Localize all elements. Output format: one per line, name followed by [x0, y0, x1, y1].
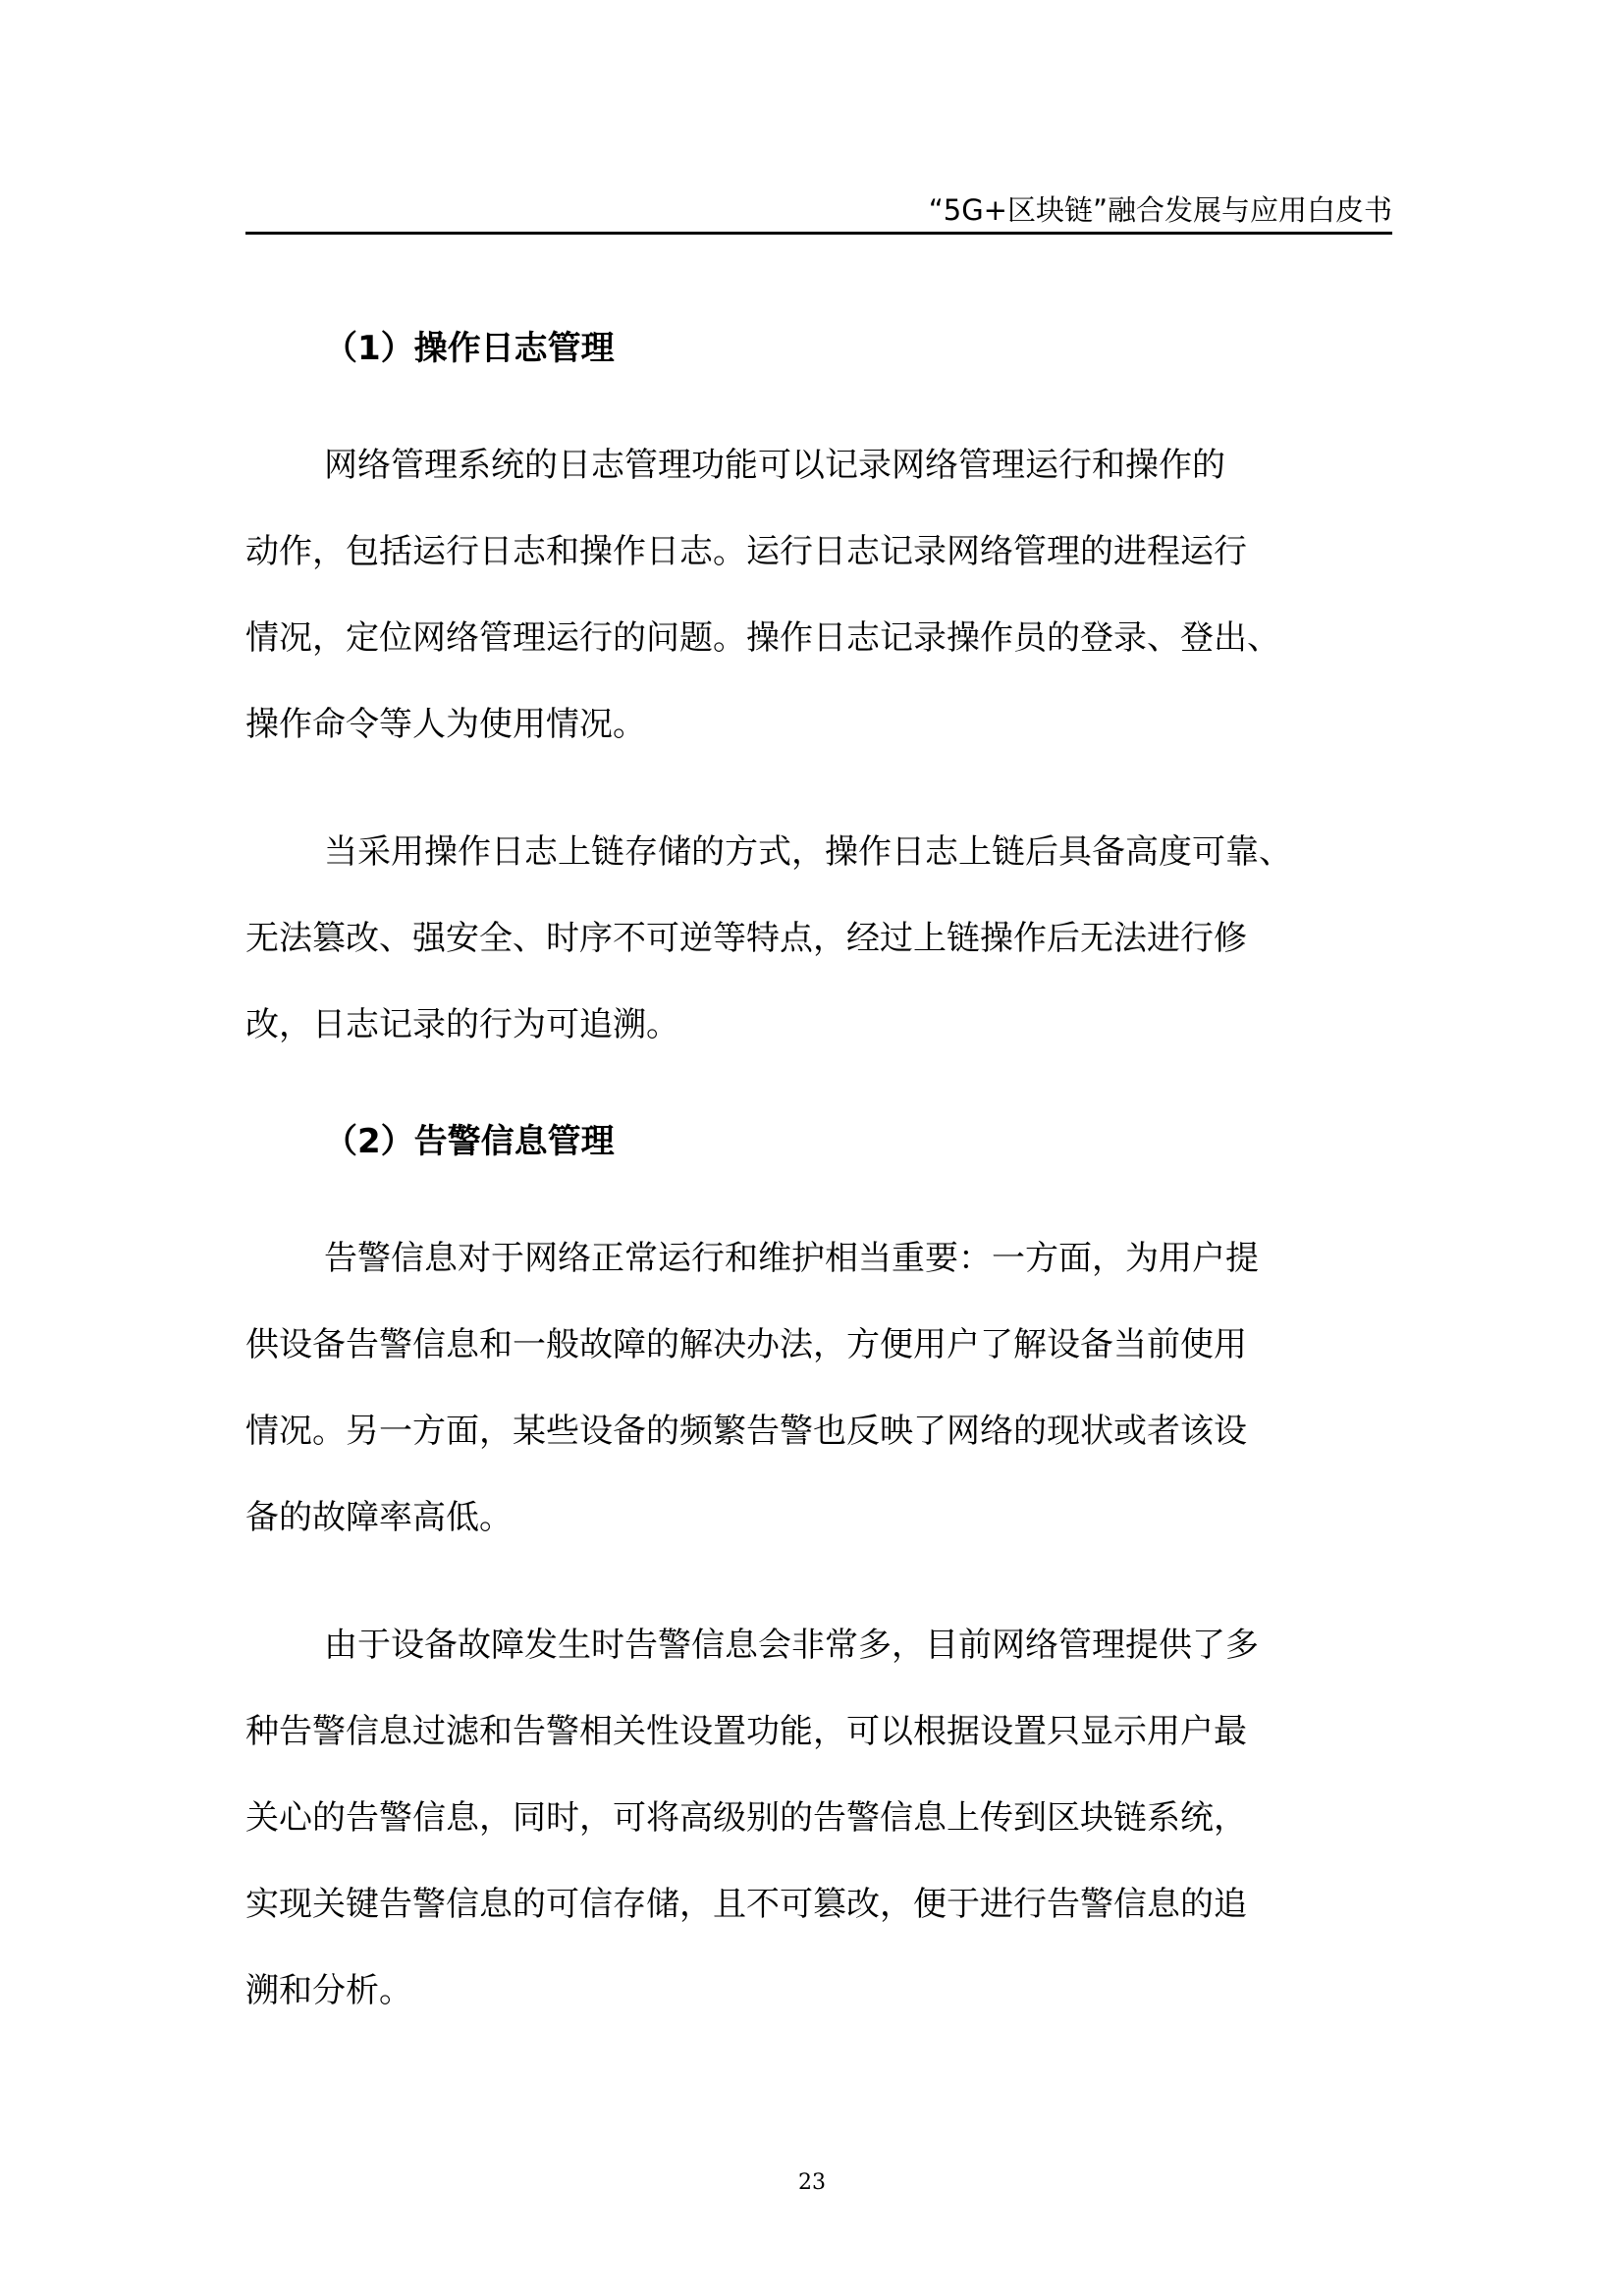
page-header-title: “5G+区块链”融合发展与应用白皮书 — [928, 193, 1392, 227]
paragraph — [245, 1602, 1392, 2034]
paragraph-line: 改，日志记录的行为可追溯。 — [245, 1005, 679, 1044]
section-heading-operation-log: （1）操作日志管理 — [324, 329, 615, 368]
paragraph-line: 由于设备故障发生时告警信息会非常多，目前网络管理提供了多 — [324, 1626, 1259, 1665]
paragraph-line: 当采用操作日志上链存储的方式，操作日志上链后具备高度可靠、 — [324, 832, 1292, 872]
paragraph-line: 无法篡改、强安全、时序不可逆等特点，经过上链操作后无法进行修 — [245, 919, 1247, 958]
paragraph-line: 溯和分析。 — [245, 1971, 412, 2010]
page-number: 23 — [798, 2170, 826, 2195]
paragraph-line: 情况，定位网络管理运行的问题。操作日志记录操作员的登录、登出、 — [245, 618, 1280, 658]
header-rule — [245, 232, 1392, 235]
document-body — [245, 319, 1392, 2034]
paragraph-line: 供设备告警信息和一般故障的解决办法，方便用户了解设备当前使用 — [245, 1325, 1247, 1364]
paragraph-line: 网络管理系统的日志管理功能可以记录网络管理运行和操作的 — [324, 446, 1225, 485]
paragraph-line: 操作命令等人为使用情况。 — [245, 705, 646, 744]
paragraph-line: 备的故障率高低。 — [245, 1498, 513, 1537]
paragraph-line: 动作，包括运行日志和操作日志。运行日志记录网络管理的进程运行 — [245, 532, 1247, 571]
paragraph-line: 实现关键告警信息的可信存储，且不可篡改，便于进行告警信息的追 — [245, 1885, 1247, 1924]
paragraph — [245, 422, 1392, 768]
section-heading-alarm-info: （2）告警信息管理 — [324, 1122, 615, 1161]
paragraph-line: 关心的告警信息，同时，可将高级别的告警信息上传到区块链系统， — [245, 1798, 1247, 1838]
paragraph — [245, 809, 1392, 1068]
paragraph — [245, 1215, 1392, 1561]
paragraph-line: 种告警信息过滤和告警相关性设置功能，可以根据设置只显示用户最 — [245, 1712, 1247, 1751]
paragraph-line: 情况。另一方面，某些设备的频繁告警也反映了网络的现状或者该设 — [245, 1412, 1247, 1451]
paragraph-line: 告警信息对于网络正常运行和维护相当重要：一方面，为用户提 — [324, 1239, 1259, 1278]
